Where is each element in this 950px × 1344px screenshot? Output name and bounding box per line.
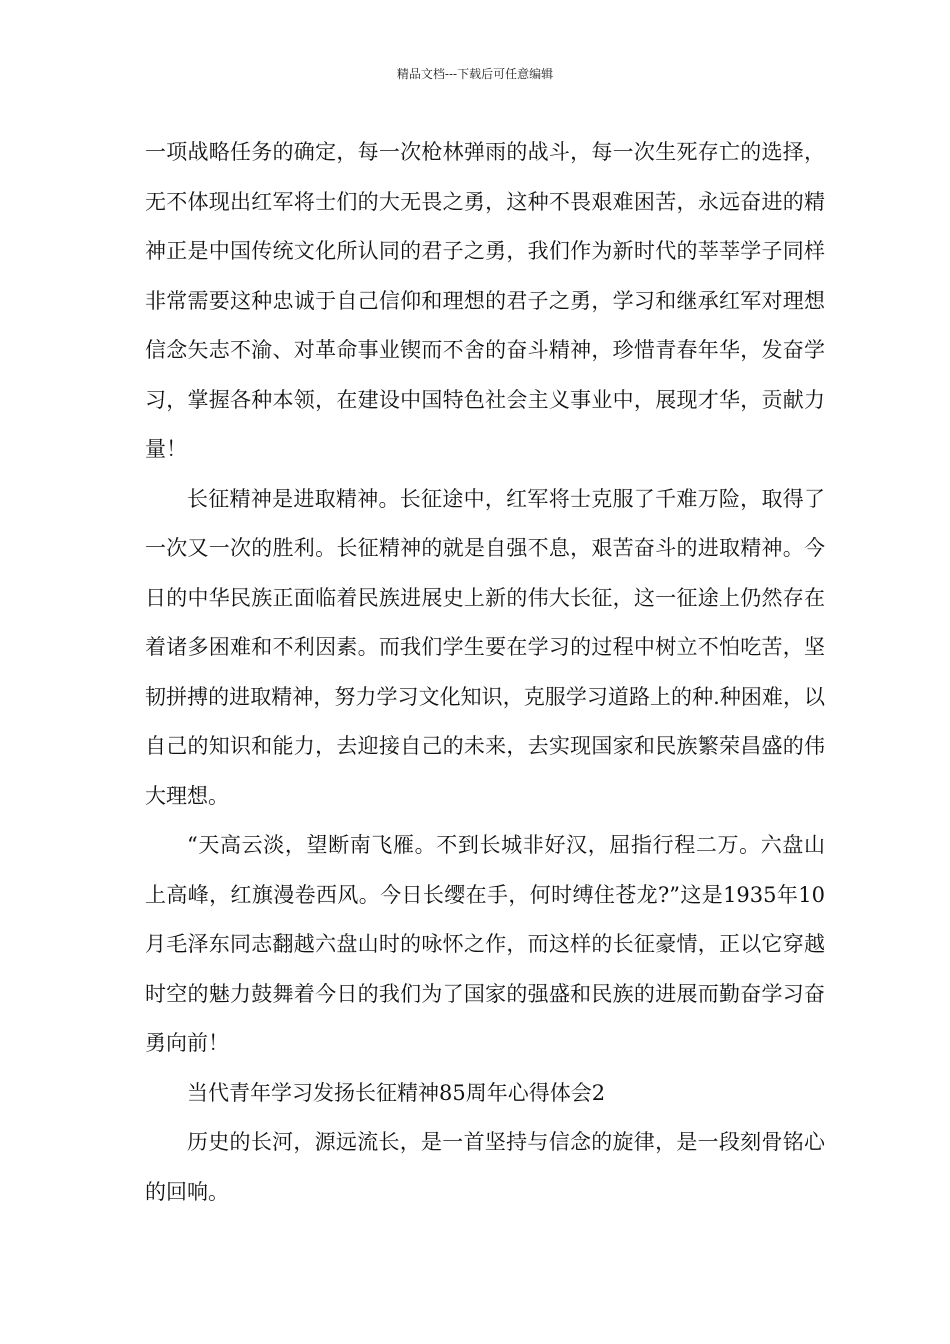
paragraph-3: “天高云淡，望断南飞雁。不到长城非好汉，屈指行程二万。六盘山上高峰，红旗漫卷西风。今日长缨在手，何时缚住苍龙?”这是1935年10月毛泽东同志翻越六盘山时的咏怀之作，而这样的长征豪情，正以它穿越时空的魅力鼓舞着今日的我们为了国家的强盛和民族的进展而勤奋学习奋勇向前！: [145, 833, 825, 1055]
paragraph-1: 一项战略任务的确定，每一次枪林弹雨的战斗，每一次生死存亡的选择，无不体现出红军将士们的大无畏之勇，这种不畏艰难困苦，永远奋进的精神正是中国传统文化所认同的君子之勇，我们作为新时代的莘莘学子同样非常需要这种忠诚于自己信仰和理想的君子之勇，学习和继承红军对理想信念矢志不渝、对革命事业锲而不舍的奋斗精神，珍惜青春年华，发奋学习，掌握各种本领，在建设中国特色社会主义事业中，展现才华，贡献力量！: [145, 140, 825, 461]
paragraph-2: 长征精神是进取精神。长征途中，红军将士克服了千难万险，取得了一次又一次的胜利。长征精神的就是自强不息，艰苦奋斗的进取精神。今日的中华民族正面临着民族进展史上新的伟大长征，这一征途上仍然存在着诸多困难和不利因素。而我们学生要在学习的过程中树立不怕吃苦，坚韧拼搏的进取精神，努力学习文化知识，克服学习道路上的种.种困难，以自己的知识和能力，去迎接自己的未来，去实现国家和民族繁荣昌盛的伟大理想。: [145, 486, 825, 808]
document-body: [145, 128, 825, 1217]
section-subheading: 当代青年学习发扬长征精神85周年心得体会2: [187, 1080, 606, 1105]
paragraph-4: 历史的长河，源远流长，是一首坚持与信念的旋律，是一段刻骨铭心的回响。: [145, 1130, 825, 1204]
page-header: 精品文档---下载后可任意编辑: [396, 67, 554, 81]
